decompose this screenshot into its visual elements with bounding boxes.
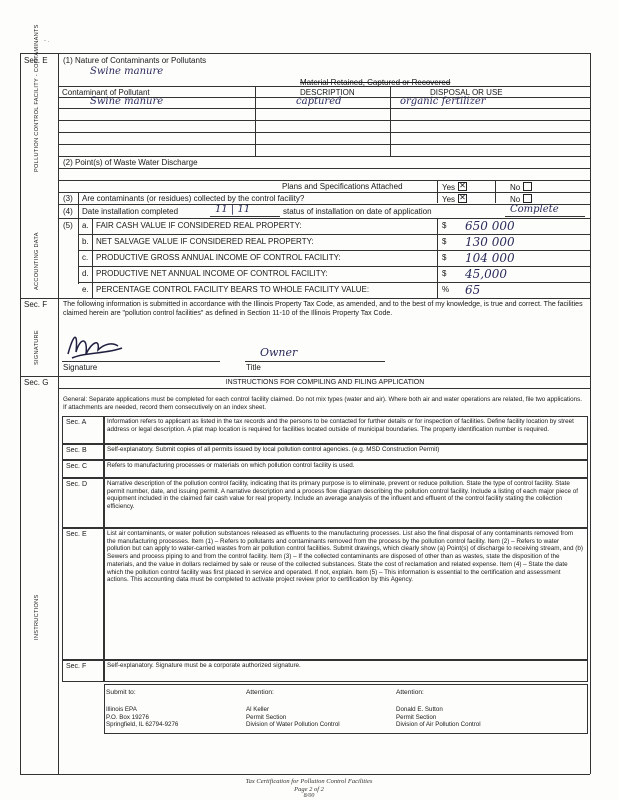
- contact-line: Donald E. Sutton: [396, 706, 443, 713]
- col-disposal: DISPOSAL OR USE: [430, 88, 503, 97]
- valuation-unit: $: [442, 269, 447, 278]
- instruction-text: Refers to manufacturing processes or materials on which pollution control facility is used.: [107, 462, 355, 469]
- plans-attached-label: Plans and Specifications Attached: [282, 182, 403, 191]
- valuation-unit: %: [442, 285, 450, 294]
- valuation-unit: $: [442, 253, 447, 262]
- q3-no-label: No: [510, 195, 521, 204]
- instruction-text: Information refers to applicant as listed in the tax records and the persons to be contacted for further details or for inspection of facilities. Define facility location by street address or legal description. A plat map location is required for facilities located outside of municipal boundaries. The property identification number is required.: [107, 418, 574, 433]
- footer-date: 8/00: [303, 793, 315, 799]
- agency-address: [106, 706, 178, 729]
- q5-number: (5): [63, 221, 73, 230]
- footer-title: Tax Certification for Pollution Control Facilities: [245, 778, 373, 785]
- title-label: Title: [246, 363, 261, 372]
- q4-number: (4): [63, 207, 73, 216]
- points-heading: (2) Point(s) of Waste Water Discharge: [63, 158, 198, 167]
- contact-water: [246, 706, 340, 729]
- nature-value: Swine manure: [90, 66, 164, 77]
- contact-line: Permit Section: [396, 713, 437, 721]
- signature-scribble: [66, 328, 126, 362]
- agency-line: P.O. Box 19276: [106, 713, 149, 721]
- q3-number: (3): [63, 194, 73, 203]
- instruction-text: Narrative description of the pollution control facility, indicating that its primary purpose is to eliminate, prevent or reduce pollution. State the type of control facility. State permit number, date, and issuing permit. A narrative description and a process flow diagram describing the pollution control facility. Include a listing of each major piece of equipment included in the claimed fair cash value for real property. Include an average analysis of the influent and effluent of the control facility stating the collection efficiency.: [107, 480, 578, 511]
- attention-label-1: Attention:: [246, 689, 274, 696]
- instruction-text: Self-explanatory. Signature must be a corporate authorized signature.: [107, 662, 301, 669]
- plans-no-label: No: [510, 183, 521, 192]
- valuation-letter: a.: [82, 221, 89, 230]
- material-heading: Material Retained, Captured or Recovered: [300, 78, 451, 87]
- title-value: Owner: [260, 346, 298, 359]
- instruction-text: Self-explanatory. Submit copies of all permits issued by local pollution control agencies. (e.g. MSD Construction Permit): [107, 446, 440, 453]
- q3-text: Are contaminants (or residues) collected by the control facility?: [82, 194, 305, 203]
- instructions-heading: INSTRUCTIONS FOR COMPILING AND FILING APPLICATION: [225, 379, 425, 386]
- valuation-letter: d.: [82, 269, 89, 278]
- instruction-sec-label: Sec. F: [66, 663, 87, 670]
- contact-line: Al Keller: [246, 706, 270, 713]
- instruction-sec-label: Sec. B: [66, 447, 87, 454]
- valuation-value[interactable]: 650 000: [465, 219, 515, 233]
- sec-e-side-label: POLLUTION CONTROL FACILITY - CONTAMINANTS: [34, 24, 40, 172]
- q3-yes-label: Yes: [442, 195, 456, 204]
- row-description: captured: [296, 96, 342, 107]
- valuation-letter: c.: [82, 253, 89, 262]
- general-instructions: General: Separate applications must be completed for each control facility claimed. Do not mix types (water and air). Where both air and water operations are related, file two applications. If attachments are needed, record them consecutively on an index sheet.: [63, 396, 583, 411]
- row-contaminant: Swine manure: [90, 96, 164, 107]
- contact-air: [396, 706, 481, 729]
- valuation-letter: e.: [82, 285, 89, 294]
- sec-g-label: Sec. G: [24, 378, 49, 387]
- valuation-letter: b.: [82, 237, 89, 246]
- valuation-label: PRODUCTIVE GROSS ANNUAL INCOME OF CONTROL FACILITY:: [96, 253, 341, 262]
- instruction-sec-label: Sec. A: [66, 419, 87, 426]
- valuation-value[interactable]: 65: [465, 283, 481, 297]
- valuation-label: FAIR CASH VALUE IF CONSIDERED REAL PROPERTY:: [96, 221, 302, 230]
- instruction-text: List air contaminants, or water pollution substances released as effluents to the manufacturing processes. List also the final disposal of any contaminants removed from the manufacturing processes. Item (1) – Refers to pollutants and contaminants removed from the process by the pollution control facility. Item (2) – Refers to water pollution but can apply to water-carried wastes from air pollution control facilities. Submit drawings, which clearly show (a) Point(s) of discharge to receiving stream, and (b) Sewers and process piping to and from the control facility. Item (3) – If the collected contaminants are disposed of other than as wastes, state the disposition of the materials, and the value in dollars reclaimed by sale or reuse of the collected substances. State the cost of reclamation and related expense. Item (4) – State the date which the pollution control facility was first placed in service and operated. If not, explain. Item (5) – This information is essential to the certification and assessment actions. This accounting data must be completed to activate project review prior to certification by this Agency.: [107, 530, 583, 584]
- plans-no-checkbox[interactable]: [523, 182, 532, 191]
- col-description: DESCRIPTION: [300, 88, 355, 97]
- scan-mark: - .: [44, 38, 50, 44]
- signature-side-label: SIGNATURE: [34, 330, 40, 365]
- row-disposal: organic fertilizer: [400, 96, 486, 107]
- contact-line: Division of Air Pollution Control: [396, 721, 481, 729]
- sec-f-statement: The following information is submitted in accordance with the Illinois Property Tax Code, as amended, and to the best of my knowledge, is true and correct. The facilities claimed herein are "pollution control facilities" as defined in Section 11-10 of the Illinois Property Tax Code.: [63, 301, 583, 317]
- col-contaminant: Contaminant of Pollutant: [62, 88, 150, 97]
- submit-to-label: Submit to:: [106, 689, 136, 696]
- agency-line: Illinois EPA: [106, 706, 137, 713]
- valuation-value[interactable]: 130 000: [465, 235, 515, 249]
- plans-yes-label: Yes: [442, 183, 456, 192]
- sec-e-label: Sec. E: [24, 56, 48, 65]
- valuation-label: PRODUCTIVE NET ANNUAL INCOME OF CONTROL FACILITY:: [96, 269, 328, 278]
- plans-yes-checkbox[interactable]: [458, 182, 467, 191]
- valuation-label: NET SALVAGE VALUE IF CONSIDERED REAL PROPERTY:: [96, 237, 314, 246]
- instruction-sec-label: Sec. E: [66, 531, 87, 538]
- accounting-side-label: ACCOUNTING DATA: [34, 232, 40, 290]
- contact-line: Division of Water Pollution Control: [246, 721, 340, 729]
- valuation-unit: $: [442, 237, 447, 246]
- valuation-label: PERCENTAGE CONTROL FACILITY BEARS TO WHOLE FACILITY VALUE:: [96, 285, 370, 294]
- q4-status: Complete: [510, 204, 559, 215]
- valuation-value[interactable]: 104 000: [465, 251, 515, 265]
- q3-no-checkbox[interactable]: [523, 194, 532, 203]
- instruction-sec-label: Sec. C: [66, 463, 88, 470]
- agency-line: Springfield, IL 62794-9276: [106, 721, 179, 729]
- sec-f-label: Sec. F: [24, 300, 48, 309]
- footer-page: Page 2 of 2: [294, 786, 324, 793]
- q4-text-a: Date installation completed: [82, 207, 179, 216]
- nature-heading: (1) Nature of Contaminants or Pollutants: [63, 56, 207, 65]
- signature-label: Signature: [63, 363, 98, 372]
- contact-line: Permit Section: [246, 713, 287, 721]
- attention-label-2: Attention:: [396, 689, 424, 696]
- instructions-side-label: INSTRUCTIONS: [34, 594, 40, 640]
- valuation-unit: $: [442, 221, 447, 230]
- instruction-sec-label: Sec. D: [66, 481, 88, 488]
- q3-yes-checkbox[interactable]: [458, 194, 467, 203]
- q4-date: 11 | 11: [215, 204, 251, 215]
- q4-text-b: status of installation on date of application: [283, 207, 432, 216]
- valuation-value[interactable]: 45,000: [465, 267, 507, 281]
